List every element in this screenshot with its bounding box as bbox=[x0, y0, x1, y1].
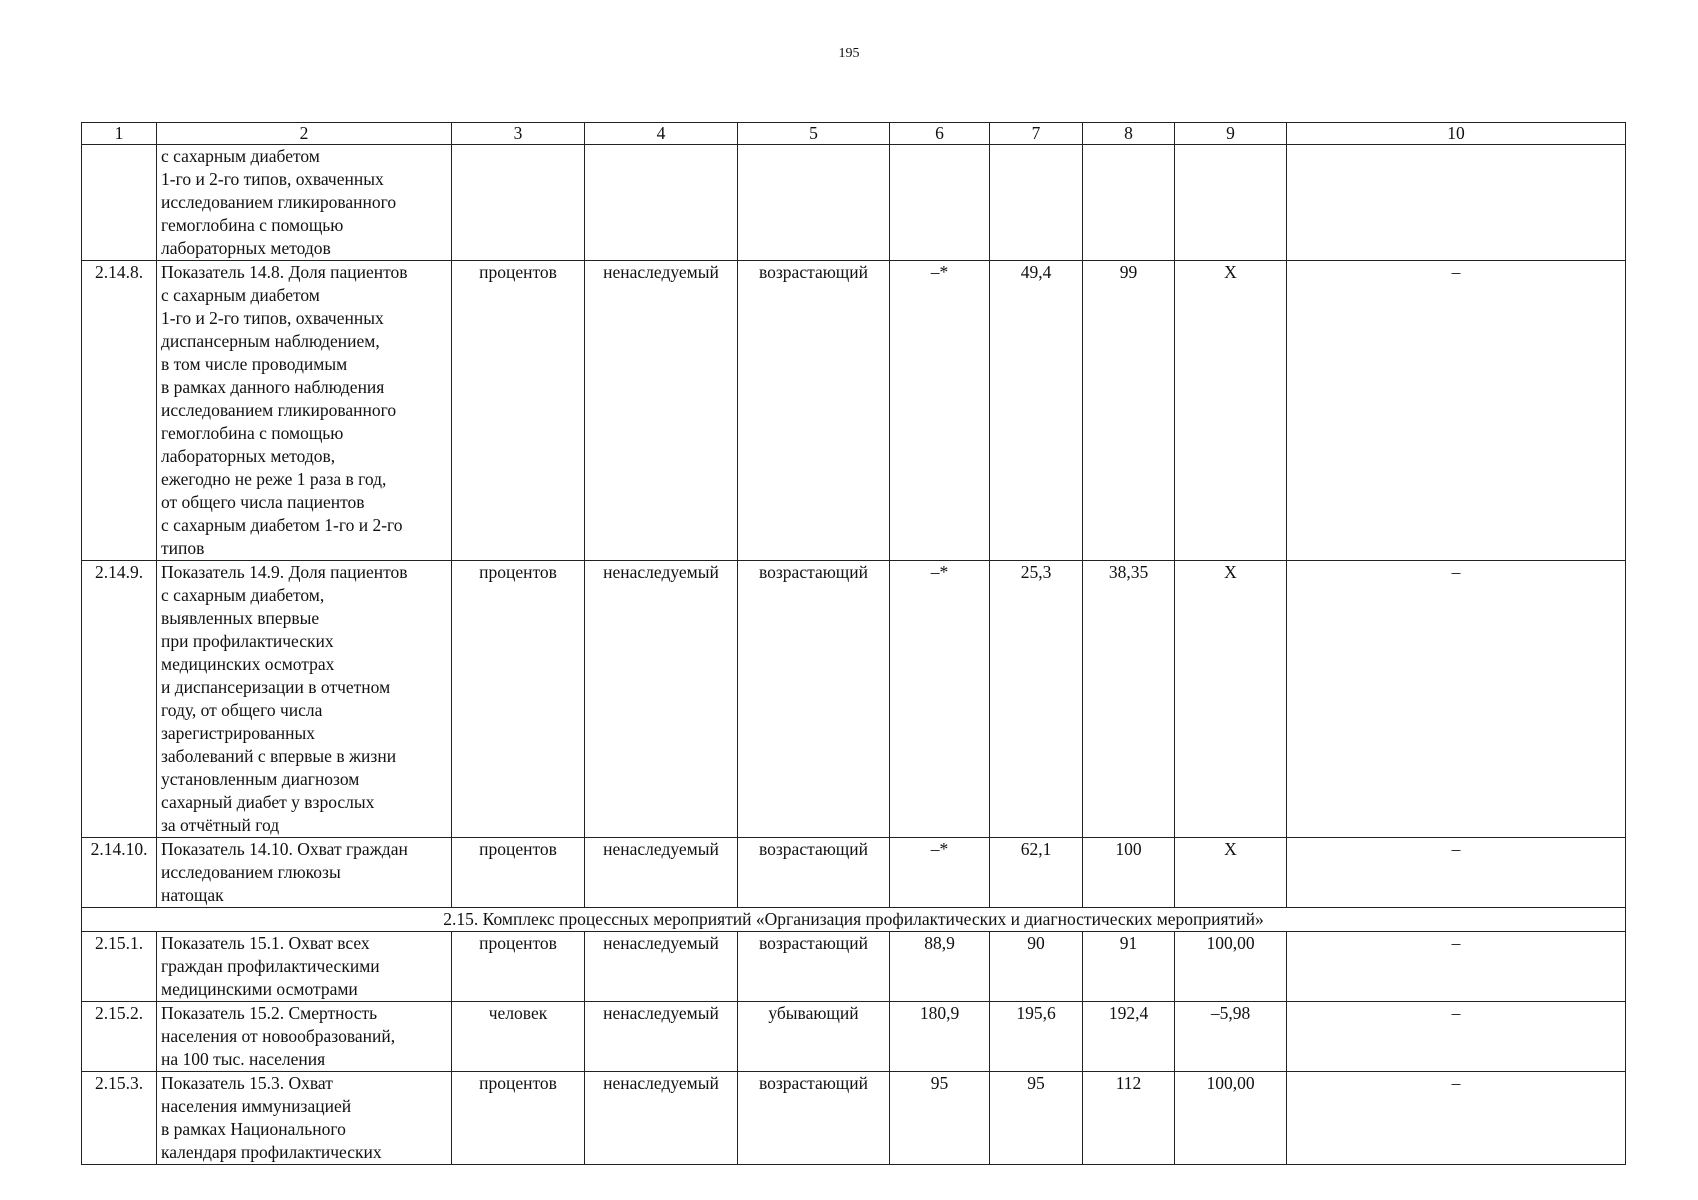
table-row bbox=[82, 1002, 1626, 1072]
value-col10: – bbox=[1287, 561, 1626, 838]
value-col9: X bbox=[1175, 561, 1287, 838]
section-row bbox=[82, 908, 1626, 932]
column-number: 5 bbox=[738, 123, 890, 145]
trend: возрастающий bbox=[738, 261, 890, 561]
value-col9: –5,98 bbox=[1175, 1002, 1287, 1072]
type: ненаследуемый bbox=[585, 1072, 738, 1165]
value-col7: 49,4 bbox=[990, 261, 1083, 561]
indicator-name: Показатель 14.9. Доля пациентов с сахарным диабетом, выявленных впервые при профилактических медицинских осмотрах и диспансеризации в отчетном году, от общего числа зарегистрированных заболеваний с впервые в жизни установленным диагнозом сахарный диабет у взрослых за отчётный год bbox=[157, 561, 452, 838]
unit: процентов bbox=[452, 261, 585, 561]
section-title: 2.15. Комплекс процессных мероприятий «Организация профилактических и диагностических мероприятий» bbox=[82, 908, 1626, 932]
value-col10 bbox=[1287, 145, 1626, 261]
value-col8 bbox=[1083, 145, 1175, 261]
table-row bbox=[82, 838, 1626, 908]
row-number: 2.15.3. bbox=[82, 1072, 157, 1165]
column-number: 3 bbox=[452, 123, 585, 145]
trend: убывающий bbox=[738, 1002, 890, 1072]
value-col9: 100,00 bbox=[1175, 932, 1287, 1002]
trend: возрастающий bbox=[738, 932, 890, 1002]
indicator-name: Показатель 14.10. Охват граждан исследованием глюкозы натощак bbox=[157, 838, 452, 908]
row-number: 2.15.2. bbox=[82, 1002, 157, 1072]
trend bbox=[738, 145, 890, 261]
value-col6: 88,9 bbox=[890, 932, 990, 1002]
row-number: 2.14.9. bbox=[82, 561, 157, 838]
value-col10: – bbox=[1287, 838, 1626, 908]
value-col10: – bbox=[1287, 1002, 1626, 1072]
value-col8: 99 bbox=[1083, 261, 1175, 561]
value-col7 bbox=[990, 145, 1083, 261]
value-col7: 90 bbox=[990, 932, 1083, 1002]
unit: человек bbox=[452, 1002, 585, 1072]
indicators-table bbox=[81, 122, 1626, 1165]
column-number-row bbox=[82, 123, 1626, 145]
indicator-name: Показатель 14.8. Доля пациентов с сахарным диабетом 1-го и 2-го типов, охваченных диспансерным наблюдением, в том числе проводимым в рамках данного наблюдения исследованием гликированного гемоглобина с помощью лабораторных методов, ежегодно не реже 1 раза в год, от общего числа пациентов с сахарным диабетом 1-го и 2-го типов bbox=[157, 261, 452, 561]
value-col8: 192,4 bbox=[1083, 1002, 1175, 1072]
unit: процентов bbox=[452, 1072, 585, 1165]
column-number: 4 bbox=[585, 123, 738, 145]
value-col9 bbox=[1175, 145, 1287, 261]
column-number: 9 bbox=[1175, 123, 1287, 145]
value-col6: –* bbox=[890, 561, 990, 838]
table-row bbox=[82, 561, 1626, 838]
trend: возрастающий bbox=[738, 838, 890, 908]
value-col7: 25,3 bbox=[990, 561, 1083, 838]
page-number: 195 bbox=[838, 46, 860, 61]
indicator-name: Показатель 15.3. Охват населения иммунизацией в рамках Национального календаря профилактических bbox=[157, 1072, 452, 1165]
value-col8: 100 bbox=[1083, 838, 1175, 908]
value-col6: –* bbox=[890, 261, 990, 561]
value-col9: X bbox=[1175, 838, 1287, 908]
value-col8: 38,35 bbox=[1083, 561, 1175, 838]
indicator-name: Показатель 15.2. Смертность населения от новообразований, на 100 тыс. населения bbox=[157, 1002, 452, 1072]
value-col7: 62,1 bbox=[990, 838, 1083, 908]
row-number: 2.14.10. bbox=[82, 838, 157, 908]
type: ненаследуемый bbox=[585, 838, 738, 908]
type bbox=[585, 145, 738, 261]
value-col6 bbox=[890, 145, 990, 261]
table-row bbox=[82, 1072, 1626, 1165]
unit: процентов bbox=[452, 561, 585, 838]
type: ненаследуемый bbox=[585, 932, 738, 1002]
row-number: 2.14.8. bbox=[82, 261, 157, 561]
value-col10: – bbox=[1287, 932, 1626, 1002]
indicator-name: Показатель 15.1. Охват всех граждан профилактическими медицинскими осмотрами bbox=[157, 932, 452, 1002]
value-col6: 95 bbox=[890, 1072, 990, 1165]
unit bbox=[452, 145, 585, 261]
value-col7: 95 bbox=[990, 1072, 1083, 1165]
trend: возрастающий bbox=[738, 1072, 890, 1165]
table-row bbox=[82, 932, 1626, 1002]
column-number: 2 bbox=[157, 123, 452, 145]
unit: процентов bbox=[452, 932, 585, 1002]
value-col8: 112 bbox=[1083, 1072, 1175, 1165]
row-number: 2.15.1. bbox=[82, 932, 157, 1002]
table-row bbox=[82, 145, 1626, 261]
column-number: 8 bbox=[1083, 123, 1175, 145]
indicator-name: с сахарным диабетом 1-го и 2-го типов, охваченных исследованием гликированного гемоглобина с помощью лабораторных методов bbox=[157, 145, 452, 261]
column-number: 10 bbox=[1287, 123, 1626, 145]
value-col6: –* bbox=[890, 838, 990, 908]
value-col7: 195,6 bbox=[990, 1002, 1083, 1072]
trend: возрастающий bbox=[738, 561, 890, 838]
row-number bbox=[82, 145, 157, 261]
value-col6: 180,9 bbox=[890, 1002, 990, 1072]
column-number: 6 bbox=[890, 123, 990, 145]
table-row bbox=[82, 261, 1626, 561]
type: ненаследуемый bbox=[585, 561, 738, 838]
value-col10: – bbox=[1287, 261, 1626, 561]
value-col10: – bbox=[1287, 1072, 1626, 1165]
value-col9: X bbox=[1175, 261, 1287, 561]
type: ненаследуемый bbox=[585, 1002, 738, 1072]
unit: процентов bbox=[452, 838, 585, 908]
column-number: 7 bbox=[990, 123, 1083, 145]
value-col8: 91 bbox=[1083, 932, 1175, 1002]
value-col9: 100,00 bbox=[1175, 1072, 1287, 1165]
column-number: 1 bbox=[82, 123, 157, 145]
type: ненаследуемый bbox=[585, 261, 738, 561]
